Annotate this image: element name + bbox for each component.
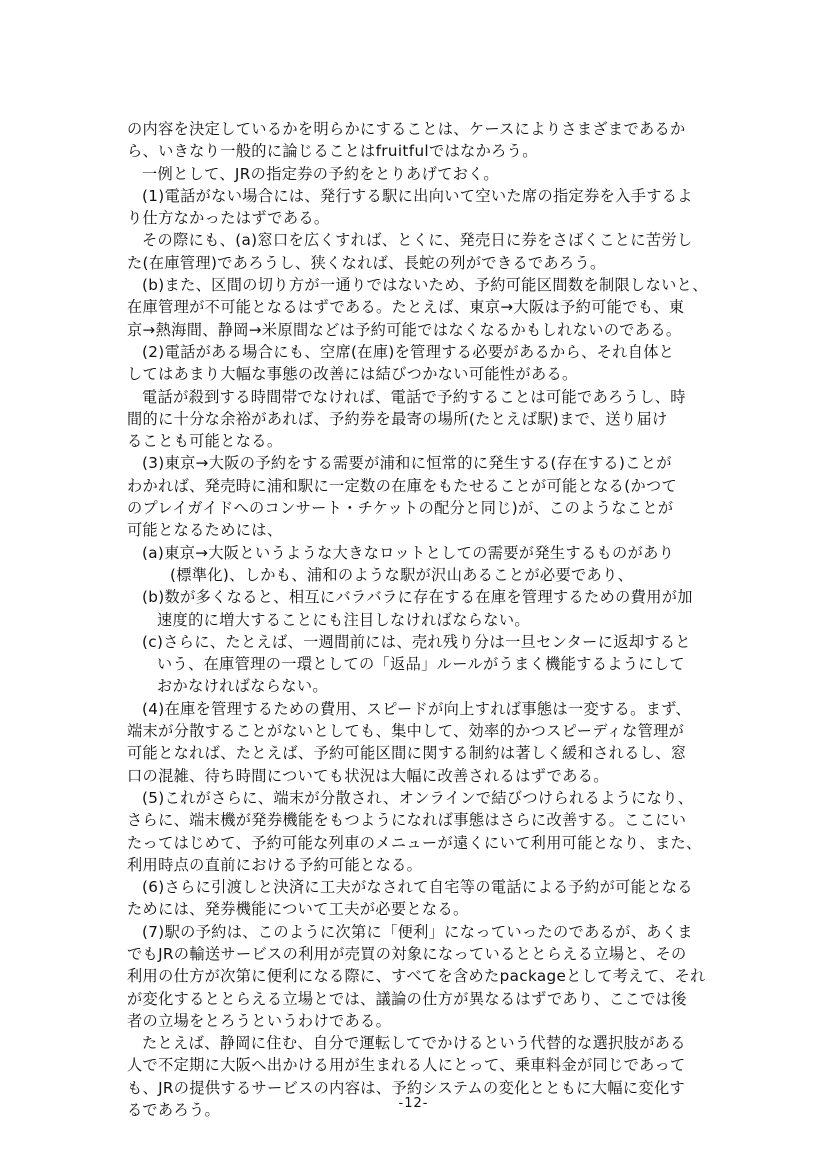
text-line: でもJRの輸送サービスの利用が売買の対象になっているととらえる立場と、その [127, 944, 687, 963]
text-line: (標準化)、しかも、浦和のような駅が沢山あることが必要であり、 [170, 565, 634, 584]
text-line: (7)駅の予約は、このように次第に「便利」になっていったのであるが、あくま [142, 922, 693, 941]
text-line: 速度的に増大することにも注目しなければならない。 [157, 610, 530, 629]
text-line: その際にも、(a)窓口を広くすれば、とくに、発売日に券をさばくことに苦労し [142, 231, 693, 250]
text-line: 人で不定期に大阪へ出かける用が生まれる人にとって、乗車料金が同じであって [127, 1056, 686, 1075]
text-line: 利用の仕方が次第に便利になる際に、すべてを含めたpackageとして考えて、それ [127, 967, 706, 986]
text-line: 京→熱海間、静岡→米原間などは予約可能ではなくなるかもしれないのである。 [127, 320, 682, 339]
text-line: 間的に十分な余裕があれば、予約券を最寄の場所(たとえば駅)まで、送り届け [127, 409, 668, 428]
text-line: (b)数が多くなると、相互にバラバラに存在する在庫を管理するための費用が加 [142, 588, 693, 607]
text-line: たってはじめて、予約可能な列車のメニューが遠くにいて利用可能となり、また、 [127, 833, 702, 852]
text-line: 可能となるためには、 [127, 521, 283, 540]
text-line: わかれば、発売時に浦和駅に一定数の在庫をもたせることが可能となる(かつて [127, 476, 678, 495]
text-line: 端末が分散することがないとしても、集中して、効率的かつスピーディな管理が [127, 722, 685, 741]
text-line: たとえば、静岡に住む、自分で運転してでかけるという代替的な選択肢がある [142, 1034, 686, 1053]
text-line: が変化するととらえる立場とでは、議論の仕方が異なるはずであり、ここでは後 [127, 989, 687, 1008]
text-line: (c)さらに、たとえば、一週間前には、売れ残り分は一旦センターに返却すると [142, 632, 691, 651]
text-line: ることも可能となる。 [127, 432, 283, 451]
text-line: (a)東京→大阪というような大きなロットとしての需要が発生するものがあり [142, 543, 675, 562]
text-line: (b)また、区間の切り方が一通りではないため、予約可能区間数を制限しないと、 [142, 276, 708, 295]
text-line: ら、いきなり一般的に論じることはfruitfulではなかろう。 [127, 142, 538, 161]
text-line: た(在庫管理)であろうし、狭くなれば、長蛇の列ができるであろう。 [127, 253, 606, 272]
text-line: さらに、端末機が発券機能をもつようになれば事態はさらに改善する。ここにい [127, 811, 687, 830]
text-line: してはあまり大幅な事態の改善には結びつかない可能性がある。 [127, 365, 578, 384]
text-line: の内容を決定しているかを明らかにすることは、ケースによりさまざまであるか [127, 120, 686, 138]
text-line: (2)電話がある場合にも、空席(在庫)を管理する必要があるから、それ自体と [142, 342, 675, 361]
text-line: ためには、発券機能について工夫が必要となる。 [127, 900, 469, 919]
text-line: も、JRの提供するサービスの内容は、予約システムの変化とともに大幅に変化す [127, 1078, 686, 1097]
text-line: 電話が殺到する時間帯でなければ、電話で予約することは可能であろうし、時 [142, 387, 686, 406]
text-line: (5)これがさらに、端末が分散され、オンラインで結びつけられるようになり、 [142, 788, 694, 807]
text-line: 口の混雑、待ち時間についても状況は大幅に改善されるはずである。 [127, 766, 609, 785]
text-line: (3)東京→大阪の予約をする需要が浦和に恒常的に発生する(存在する)ことが [142, 454, 672, 473]
text-line: (4)在庫を管理するための費用、スピードが向上すれば事態は一変する。まず、 [142, 699, 692, 718]
text-line: 可能となれば、たとえば、予約可能区間に関する制約は著しく緩和されるし、窓 [127, 744, 687, 763]
text-line: 在庫管理が不可能となるはずである。たとえば、東京→大阪は予約可能でも、東 [127, 298, 685, 317]
text-line: 一例として、JRの指定券の予約をとりあげておく。 [142, 164, 499, 183]
text-line: (6)さらに引渡しと決済に工夫がなされて自宅等の電話による予約が可能となる [142, 878, 693, 897]
text-line: るであろう。 [127, 1101, 221, 1120]
text-line: いう、在庫管理の一環としての「返品」ルールがうまく機能するようにして [157, 655, 685, 674]
text-line: (1)電話がない場合には、発行する駅に出向いて空いた席の指定券を入手するよ [142, 186, 693, 205]
text-line: のプレイガイドへのコンサート・チケットの配分と同じ)が、このようなことが [127, 499, 674, 518]
text-line: り仕方なかったはずである。 [127, 209, 330, 228]
page-number: -12- [398, 1096, 429, 1111]
body-text [127, 118, 732, 1121]
text-line: 者の立場をとろうというわけである。 [127, 1011, 392, 1030]
text-line: おかなければならない。 [157, 677, 328, 696]
text-line: 利用時点の直前における予約可能となる。 [127, 855, 423, 874]
